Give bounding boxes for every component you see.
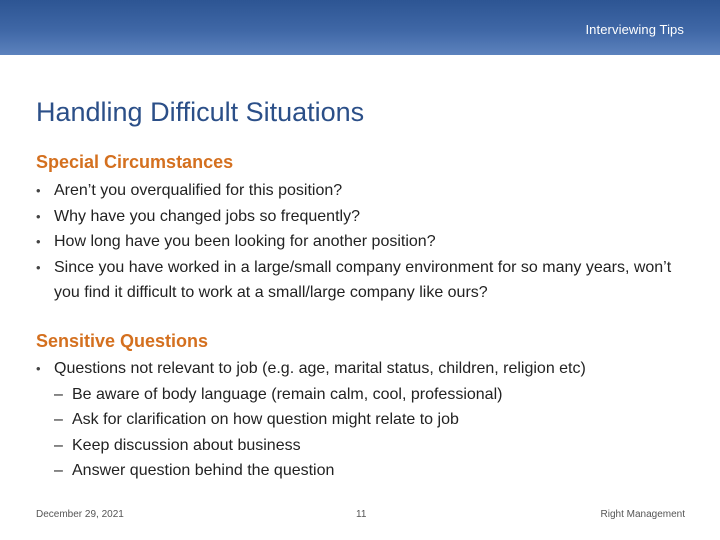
dash-icon: – (54, 462, 63, 479)
dash-icon: – (54, 436, 63, 454)
dash-icon: – (54, 411, 63, 428)
header-label: Interviewing Tips (585, 22, 684, 37)
list-item-text: How long have you been looking for another position? (54, 233, 436, 250)
header-band (0, 0, 720, 55)
bullet-icon: • (36, 361, 41, 376)
slide-title: Handling Difficult Situations (36, 97, 365, 127)
list-item-text: Why have you changed jobs so frequently? (54, 207, 360, 225)
section-heading-special-circumstances: Special Circumstances (36, 152, 234, 172)
sub-list-item (36, 407, 676, 433)
bullet-icon: • (36, 259, 41, 275)
footer-page-number: 11 (356, 509, 367, 520)
list-item (36, 178, 676, 204)
sub-list-item (36, 433, 676, 459)
sub-list-item-text: Be aware of body language (remain calm, cool, professional) (72, 385, 503, 403)
footer-date: December 29, 2021 (36, 509, 124, 520)
bullet-icon: • (36, 183, 41, 198)
list-item (36, 255, 676, 306)
sub-list-item-text: Keep discussion about business (72, 436, 301, 454)
bullet-icon: • (36, 208, 41, 224)
section-heading-sensitive-questions: Sensitive Questions (36, 331, 209, 351)
list-item (36, 356, 676, 382)
list-item-text: Aren’t you overqualified for this position? (54, 182, 343, 199)
sub-list-item (36, 382, 676, 408)
sub-list-item (36, 458, 676, 484)
sub-list-item-text: Ask for clarification on how question might relate to job (72, 411, 459, 428)
special-circumstances-list (36, 178, 676, 306)
footer-company: Right Management (600, 509, 685, 520)
sub-list-item-text: Answer question behind the question (72, 462, 335, 479)
sensitive-questions-list (36, 356, 676, 484)
list-item (36, 204, 676, 230)
list-item-text: Since you have worked in a large/small company environment for so many years, won’t you find it difficult to work at a small/large company like ours? (54, 258, 672, 301)
list-item (36, 229, 676, 255)
dash-icon: – (54, 385, 63, 403)
list-item-text: Questions not relevant to job (e.g. age, marital status, children, religion etc) (54, 360, 586, 377)
bullet-icon: • (36, 234, 41, 249)
